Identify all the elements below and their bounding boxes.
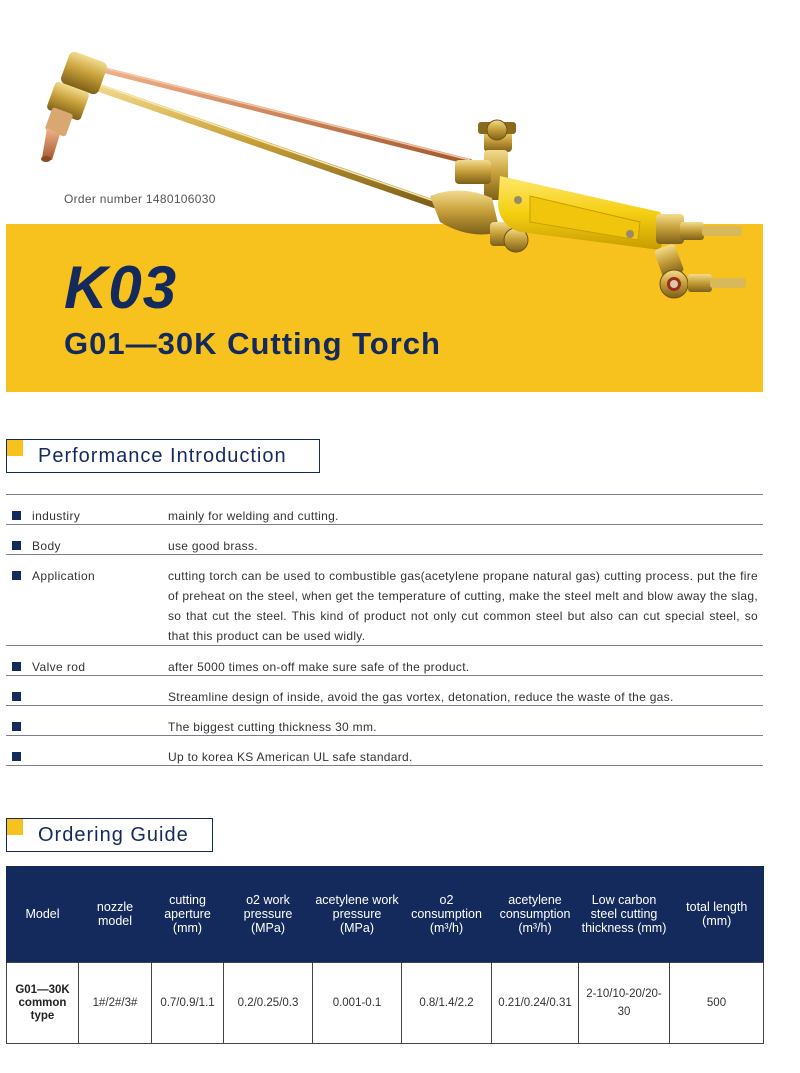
model-code: K03 [64, 254, 178, 321]
table-cell: 0.7/0.9/1.1 [152, 963, 224, 1044]
perf-row-value: after 5000 times on-off make sure safe of the product. [168, 660, 470, 674]
table-cell: 2-10/10-20/20-30 [579, 963, 670, 1044]
bullet-icon [12, 511, 21, 520]
bullet-icon [12, 541, 21, 550]
table-header: acetylene work pressure (MPa) [313, 866, 402, 963]
table-header: Model [7, 866, 79, 963]
bullet-icon [12, 662, 21, 671]
bullet-icon [12, 752, 21, 761]
heading-marker [7, 819, 23, 835]
table-cell: 1#/2#/3# [79, 963, 152, 1044]
perf-row-value: The biggest cutting thickness 30 mm. [168, 720, 377, 734]
hose-connectors [654, 214, 746, 298]
perf-row-application [6, 555, 763, 646]
table-header: nozzle model [79, 866, 152, 963]
heading-marker [7, 440, 23, 456]
perf-row-body [6, 525, 763, 555]
table-cell: 500 [670, 963, 764, 1044]
perf-row-value: cutting torch can be used to combustible gas(acetylene propane natural gas) cutting process. put the fire of preheat on the steel, when get the temperature of cutting, make the steel melt and blow away the slag, so that cut the steel. This kind of product not only cut common steel but also can cut special steel, so that this product can be used widly. [168, 569, 758, 643]
product-title: G01—30K Cutting Torch [64, 326, 441, 361]
bullet-icon [12, 722, 21, 731]
perf-row-streamline [6, 676, 763, 706]
table-cell: G01—30K common type [7, 963, 79, 1044]
table-cell: 0.001-0.1 [313, 963, 402, 1044]
ordering-heading [6, 818, 213, 852]
perf-row-value: Up to korea KS American UL safe standard. [168, 750, 413, 764]
table-header-row [7, 866, 764, 963]
table-cell: 0.8/1.4/2.2 [402, 963, 492, 1044]
table-header: o2 consumption (m³/h) [402, 866, 492, 963]
perf-row-standard [6, 736, 763, 766]
ordering-table [6, 866, 764, 1044]
table-header: total length (mm) [670, 866, 764, 963]
table-cell: 0.2/0.25/0.3 [224, 963, 313, 1044]
table-cell: 0.21/0.24/0.31 [492, 963, 579, 1044]
perf-row-label: Body [32, 539, 61, 553]
ordering-heading-label: Ordering Guide [38, 824, 189, 846]
perf-row-label: Application [32, 569, 96, 583]
table-header: cutting aperture (mm) [152, 866, 224, 963]
perf-row-label: Valve rod [32, 660, 86, 674]
performance-heading [6, 439, 320, 473]
bullet-icon [12, 692, 21, 701]
performance-heading-label: Performance Introduction [38, 445, 287, 467]
perf-row-label: industiry [32, 509, 81, 523]
table-header: acetylene consumption (m³/h) [492, 866, 579, 963]
perf-row-value: mainly for welding and cutting. [168, 509, 339, 523]
torch-head [41, 50, 109, 162]
bullet-icon [12, 571, 21, 580]
perf-row-value: use good brass. [168, 539, 258, 553]
order-number: Order number 1480106030 [64, 192, 216, 206]
perf-row-value: Streamline design of inside, avoid the gas vortex, detonation, reduce the waste of the gas. [168, 690, 674, 704]
table-row [7, 963, 764, 1044]
table-header: Low carbon steel cutting thickness (mm) [579, 866, 670, 963]
perf-row-valve-rod [6, 646, 763, 676]
table-header: o2 work pressure (MPa) [224, 866, 313, 963]
perf-row-thickness [6, 706, 763, 736]
perf-row-industry [6, 495, 763, 525]
